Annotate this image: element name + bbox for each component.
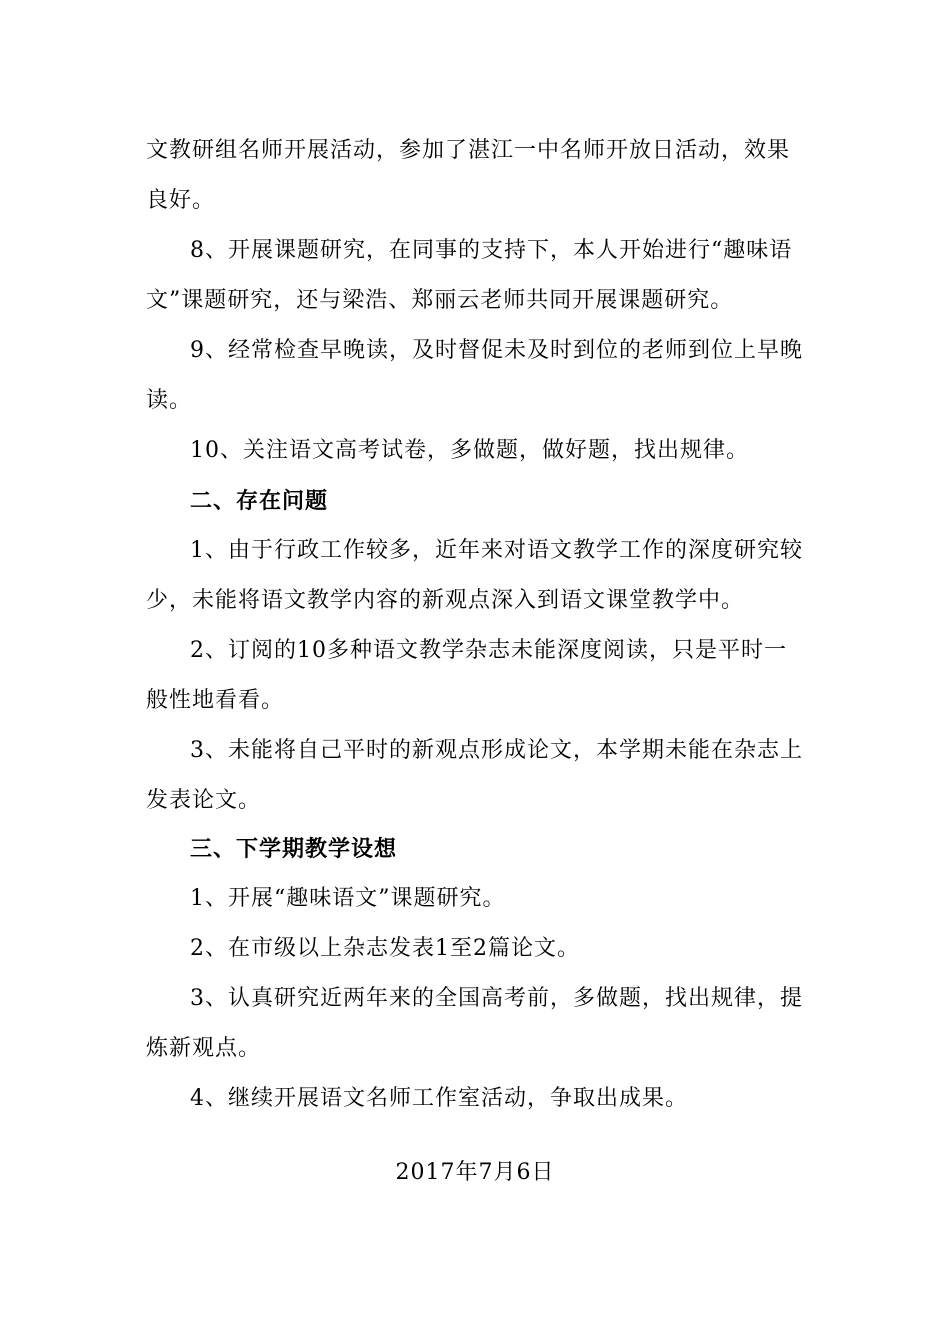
list-item-9: 9、经常检查早晚读，及时督促未及时到位的老师到位上早晚读。	[146, 338, 803, 413]
problem-item-3: 3、未能将自己平时的新观点形成论文，本学期未能在杂志上发表论文。	[146, 738, 803, 813]
section-heading-problems: 二、存在问题	[190, 488, 329, 514]
section-heading-plans: 三、下学期教学设想	[190, 836, 398, 862]
plan-item-1: 1、开展“趣味语文”课题研究。	[190, 886, 506, 911]
list-item-8: 8、开展课题研究，在同事的支持下，本人开始进行“趣味语文”课题研究，还与梁浩、郑丽云老师共同开展课题研究。	[146, 238, 793, 313]
paragraph-continuation: 文教研组名师开展活动，参加了湛江一中名师开放日活动，效果良好。	[146, 138, 791, 213]
document-date: 2017年7月6日	[395, 1160, 555, 1185]
problem-item-1: 1、由于行政工作较多，近年来对语文教学工作的深度研究较少，未能将语文教学内容的新观点深入到语文课堂教学中。	[146, 538, 803, 613]
list-item-10: 10、关注语文高考试卷，多做题，做好题，找出规律。	[190, 438, 749, 463]
problem-item-2: 2、订阅的10多种语文教学杂志未能深度阅读，只是平时一般性地看看。	[146, 638, 787, 713]
plan-item-3: 3、认真研究近两年来的全国高考前，多做题，找出规律，提炼新观点。	[146, 986, 803, 1061]
plan-item-4: 4、继续开展语文名师工作室活动，争取出成果。	[190, 1086, 688, 1111]
plan-item-2: 2、在市级以上杂志发表1至2篇论文。	[190, 936, 580, 961]
